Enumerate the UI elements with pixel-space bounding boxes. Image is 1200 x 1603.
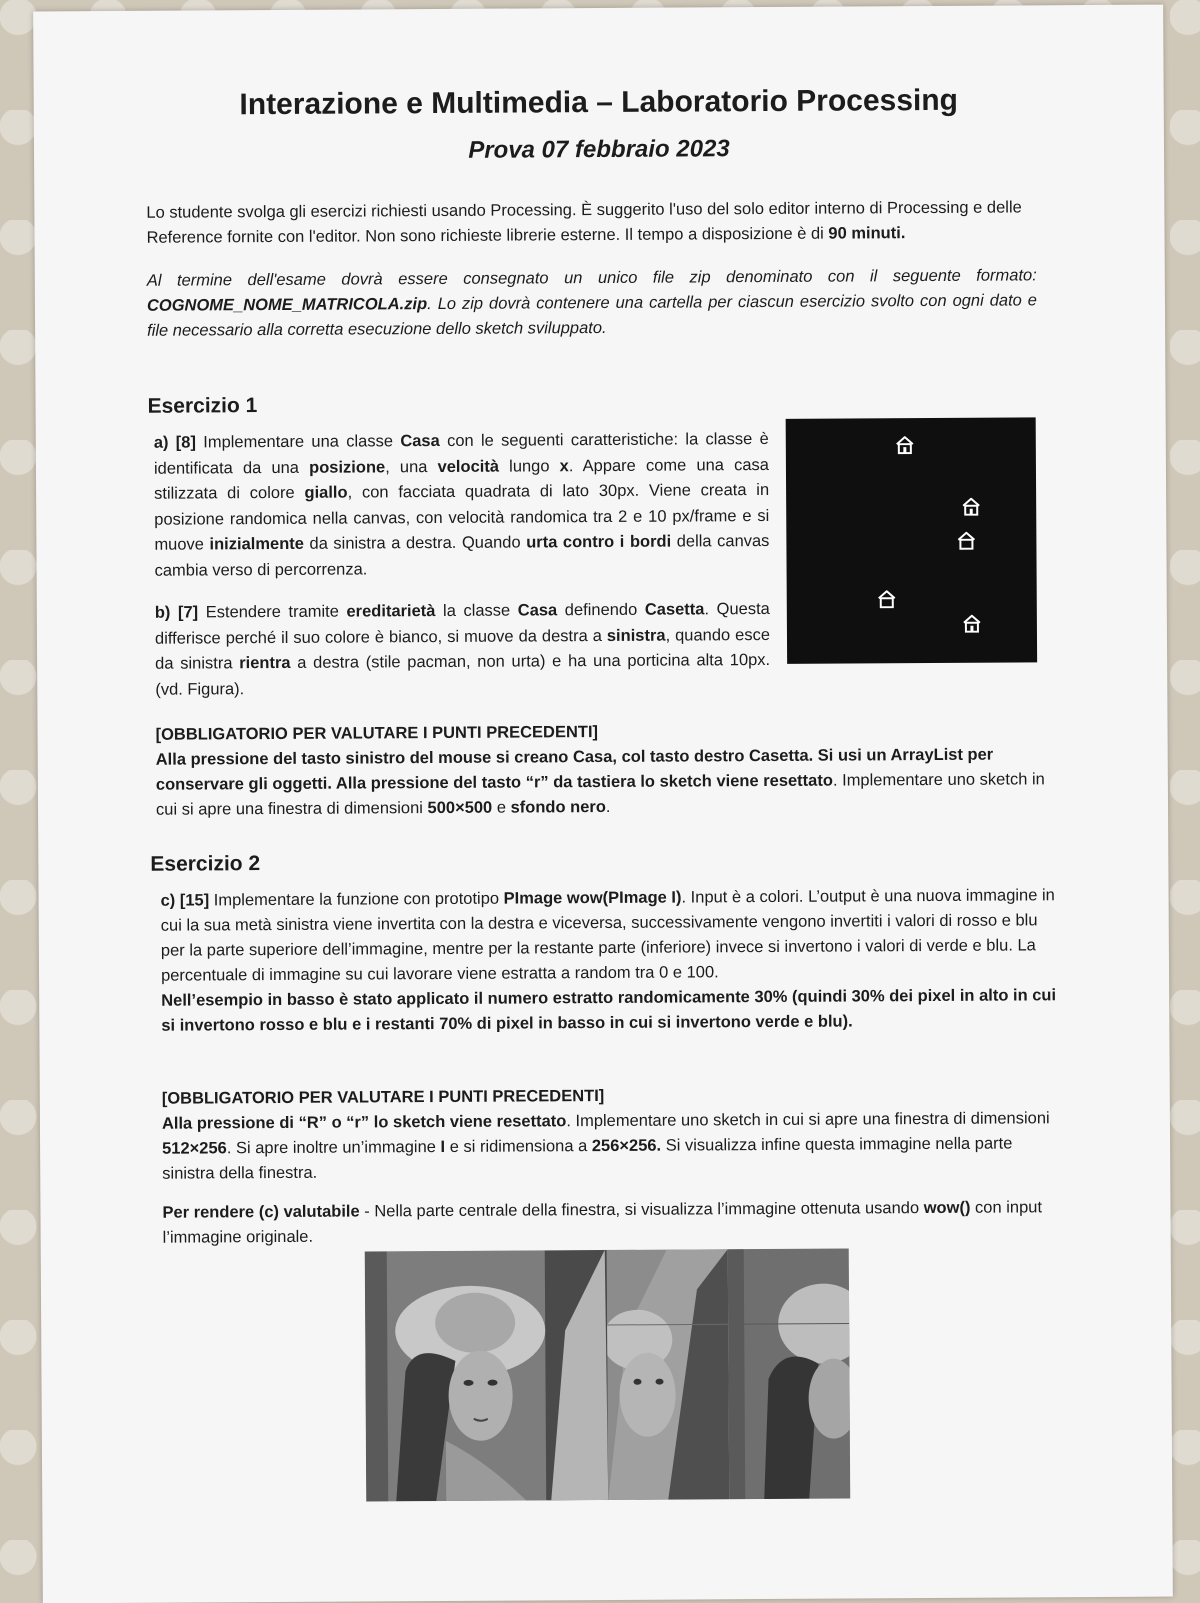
exercise-b-text: b) [7] Estendere tramite ereditarietà la classe Casa definendo Casetta. Questa differisce perché il suo colore è bianco, si muove da destra a sinistra, quando esce da sinistra rientra a destra (stile pacman, non urta) e ha una porticina alta 10px. (vd. Figura). [154, 599, 771, 699]
wow-output-right-half [728, 1249, 851, 1500]
casetta-house-icon [963, 615, 981, 633]
exercise-a-text: a) [8] Implementare una classe Casa con le seguenti caratteristiche: la classe è identificata da una posizione, una velocità lungo x. Appare come una casa stilizzata di colore giallo, con facciata quadrata di lato 30px. Viene creata in posizione randomica nella canvas, con velocità randomica tra 2 e 10 px/frame e si muove inizialmente da sinistra a destra. Quando urta contro i bordi della canvas cambia verso di percorrenza. [153, 429, 770, 580]
casetta-house-icon [962, 498, 980, 516]
exam-sheet [33, 5, 1173, 1603]
page-subtitle: Prova 07 febbraio 2023 [468, 135, 730, 164]
wow-output-left-half [607, 1249, 730, 1500]
houses-canvas-figure [786, 417, 1037, 664]
exercise-c-text: c) [15] Implementare la funzione con prototipo PImage wow(PImage I). Input è a colori. L’output è una nuova immagine in cui la sua metà sinistra viene invertita con la destra e viceversa, successivamente vengono invertiti i valori di rosso e blu per la parte superiore dell’immagine, mentre per la restante parte (inferiore) invece si invertono i valori di verde e blu. La percentuale di immagine su cui lavorare viene estratta a random tra 0 e 100. Nell’esempio in basso è stato applicato il numero estratto randomicamente 30% (quindi 30% dei pixel in alto in cui si invertono rosso e blu e i restanti 70% di pixel in basso in cui si invertono verde e blu). [160, 886, 1057, 1035]
exercise-2-mandatory: [OBBLIGATORIO PER VALUTARE I PUNTI PRECEDENTI] Alla pressione di “R” o “r” lo sketch viene resettato. Implementare uno sketch in cui si apre una finestra di dimensioni 512×256. Si apre inoltre un’immagine I e si ridimensiona a 256×256. Si visualizza infine questa immagine nella parte sinistra della finestra. [161, 1086, 1050, 1183]
example-output-figure [365, 1249, 851, 1502]
casetta-house-icon [896, 436, 914, 454]
original-image-panel [365, 1250, 609, 1501]
esercizio-2-heading: Esercizio 2 [150, 852, 261, 876]
valutabile-note: Per rendere (c) valutabile - Nella parte centrale della finestra, si visualizza l’immagine ottenuta usando wow() con input l’immagine originale. [162, 1198, 1043, 1247]
intro-paragraph-1: Lo studente svolga gli esercizi richiesti usando Processing. È suggerito l'uso del solo editor interno di Processing e delle Reference fornite con l'editor. Non sono richieste librerie esterne. Il tempo a disposizione è di 90 minuti. [146, 198, 1022, 247]
exercise-1-mandatory: [OBBLIGATORIO PER VALUTARE I PUNTI PRECEDENTI] Alla pressione del tasto sinistro del mouse si creano Casa, col tasto destro Casetta. Si usi un ArrayList per conservare gli oggetti. Alla pressione del tasto “r” da tastiera lo sketch viene resettato. Implementare uno sketch in cui si apre una finestra di dimensioni 500×500 e sfondo nero. [155, 723, 1045, 819]
page-title: Interazione e Multimedia – Laboratorio Processing [239, 83, 959, 122]
casa-house-icon [878, 590, 896, 608]
esercizio-1-heading: Esercizio 1 [147, 394, 258, 418]
intro-paragraph-2: Al termine dell'esame dovrà essere consegnato un unico file zip denominato con il seguente formato: COGNOME_NOME_MATRICOLA.zip. Lo zip dovrà contenere una cartella per ciascun esercizio svolto con ogni dato e file necessario alla corretta esecuzione dello sketch sviluppato. [146, 266, 1037, 340]
casa-house-icon [957, 532, 975, 550]
